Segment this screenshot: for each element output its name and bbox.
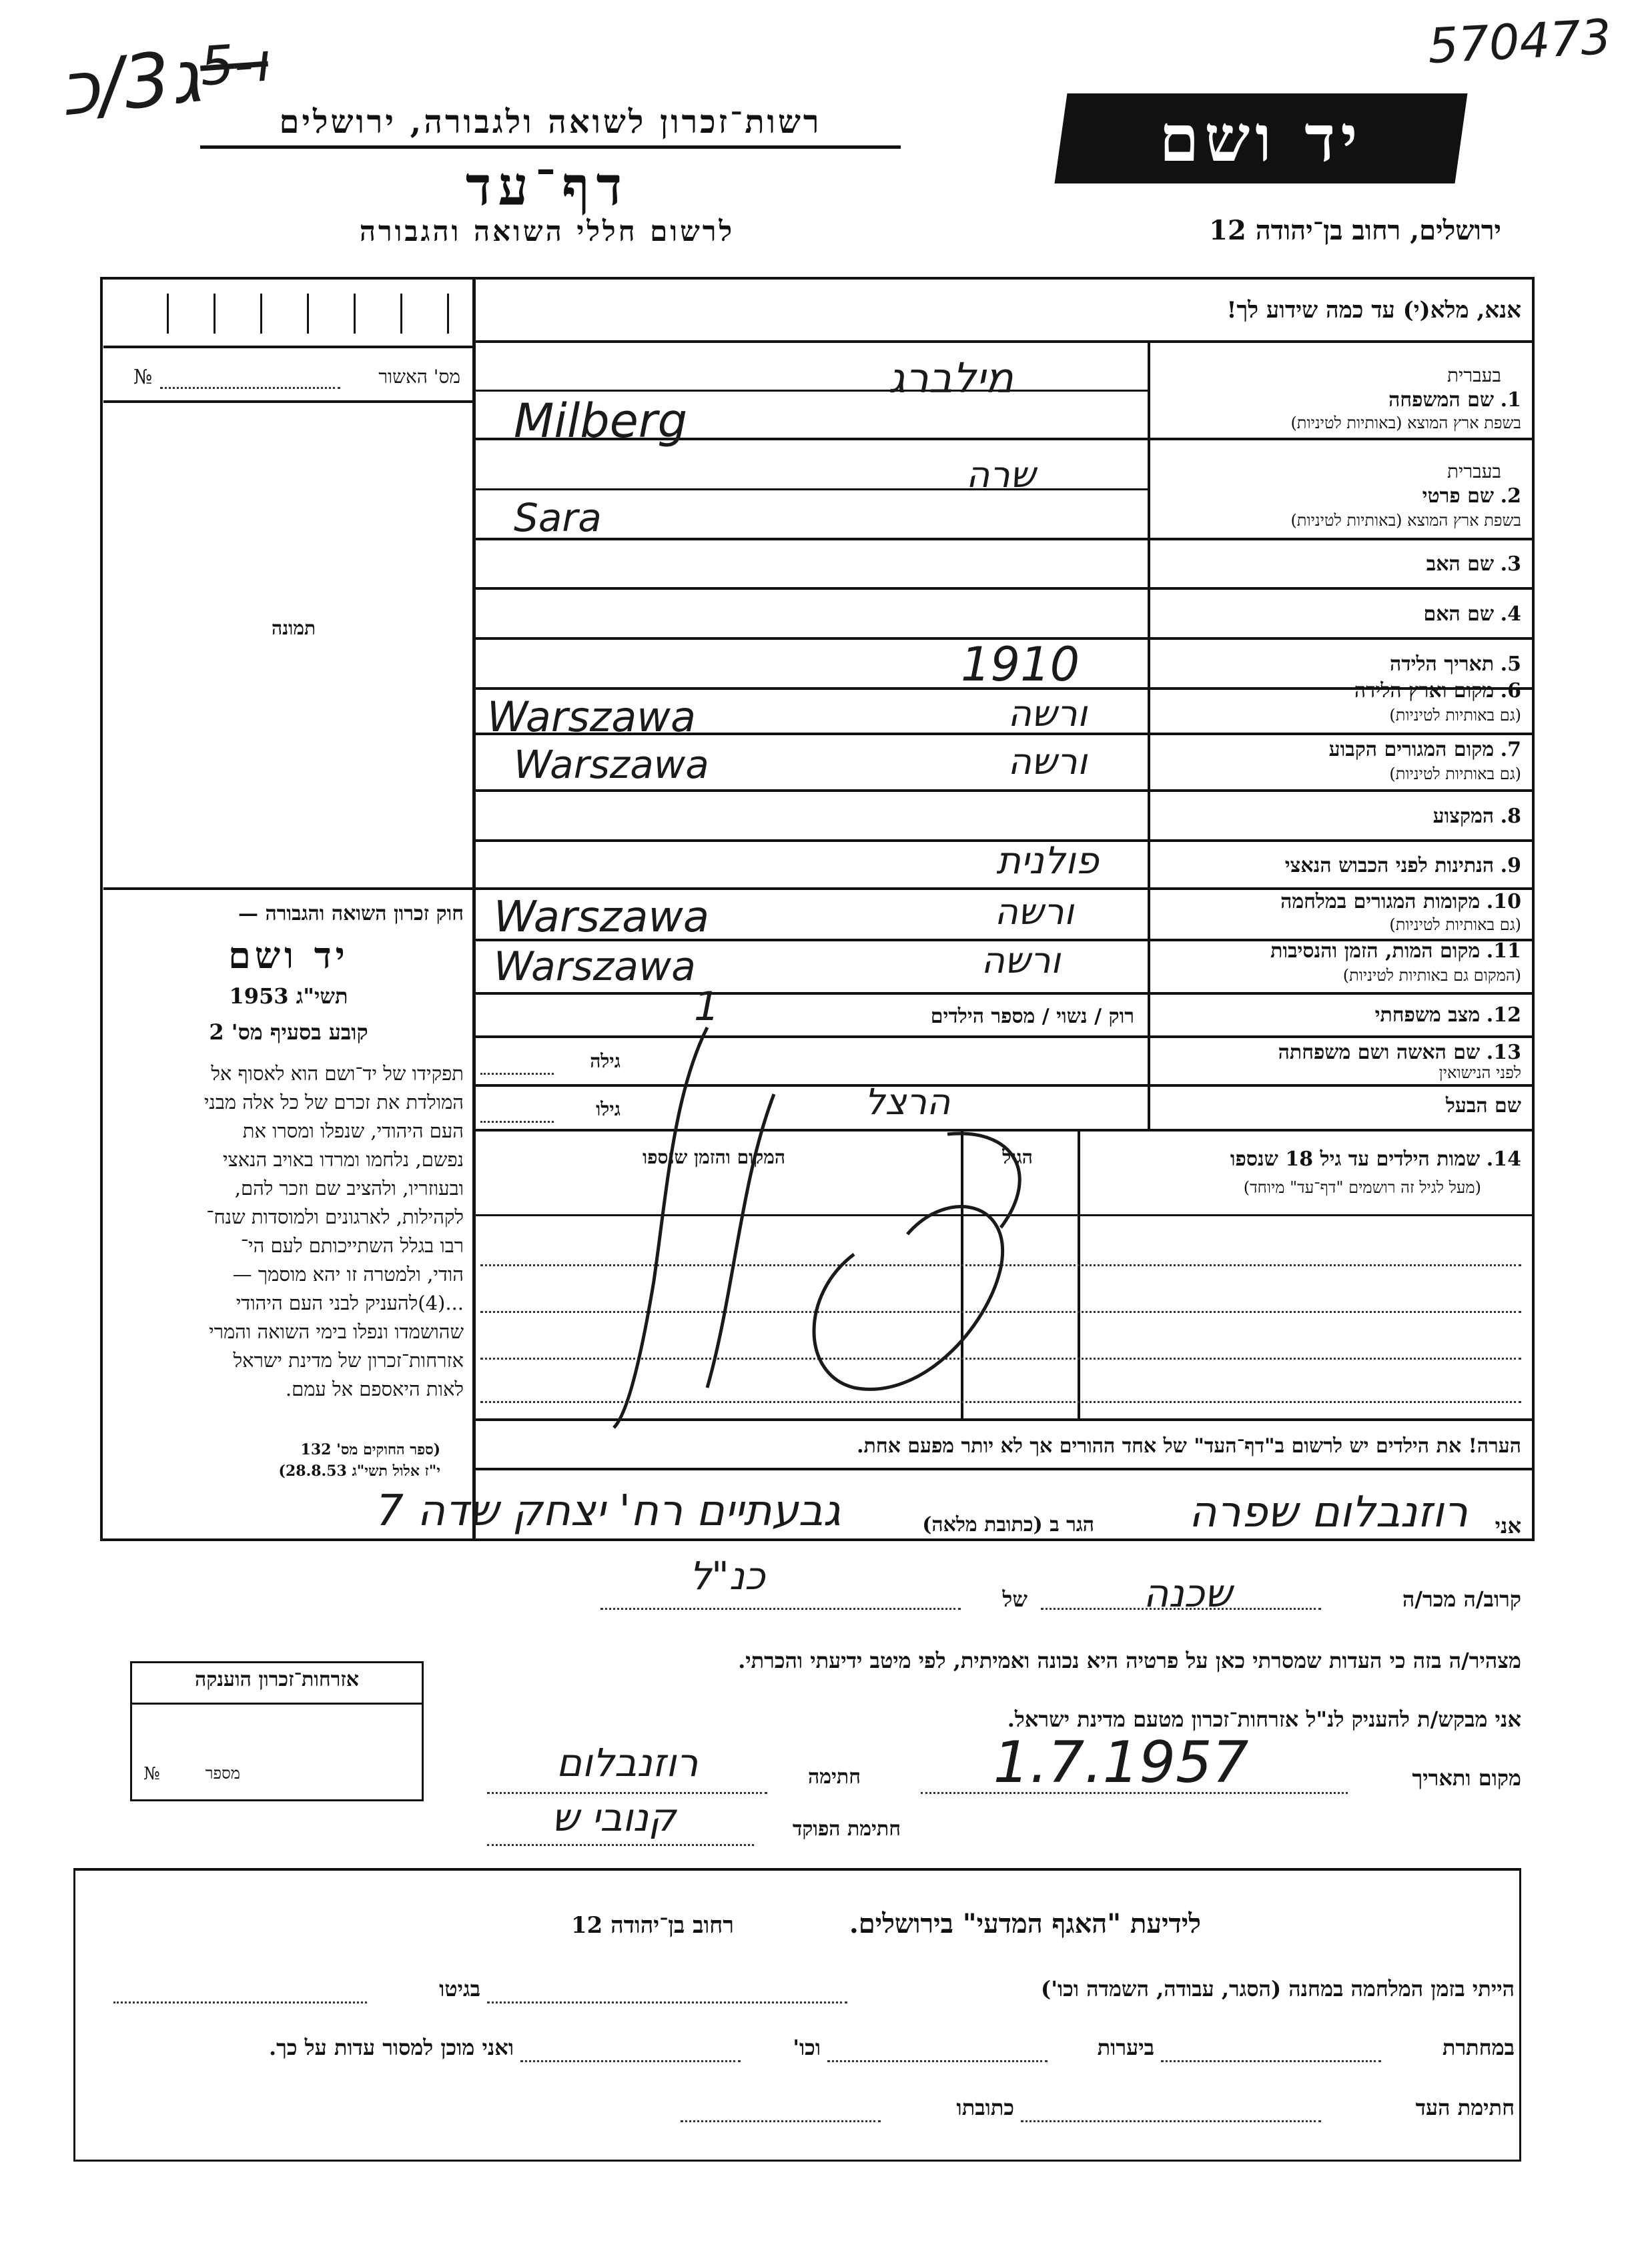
decl-signature[interactable]: רוזנבלום: [556, 1740, 699, 1785]
field-2-num: 2.: [1500, 484, 1521, 508]
law-text-line: הודי, ולמטרה זו יהא מוסמך —: [232, 1263, 464, 1286]
law-text-line: העם היהודי, שנפלו ומסרו את: [242, 1119, 464, 1142]
husband-age-field[interactable]: [480, 1121, 554, 1123]
bottom-ghetto-field[interactable]: [113, 2001, 367, 2003]
field-12-options: רוק / נשוי / מספר הילדים: [930, 1005, 1134, 1028]
field-12-label: [1154, 1003, 1521, 1027]
field-11-value-heb[interactable]: ורשה: [981, 939, 1061, 981]
bottom-forests-field[interactable]: [827, 2060, 1048, 2062]
authority-title: רשות־זכרון לשואה ולגבורה, ירושלים: [279, 103, 822, 141]
handwritten-cross-scribble: [574, 1014, 1054, 1441]
field-11-num: 11.: [1486, 939, 1521, 963]
decl-prefix: אני: [1495, 1513, 1521, 1538]
decl-place-date[interactable]: 1.7.1957: [993, 1729, 1249, 1796]
field-6-label-text: מקום וארץ הלידה: [1354, 679, 1495, 703]
field-2-sub-heb: בעברית: [1447, 460, 1501, 482]
field-1-sub-heb: בעברית: [1447, 364, 1501, 386]
law-text-line: נפשם, נלחמו ומרדו באויב הנאצי: [222, 1148, 464, 1171]
label-column-divider: [1148, 343, 1150, 1129]
field-2-label-text: שם פרטי: [1422, 484, 1495, 508]
field-2-label: [1154, 484, 1521, 508]
field-8-label-text: המקצוע: [1432, 805, 1495, 828]
law-clause: קובע בסעיף מס' 2: [209, 1019, 368, 1045]
photo-bottom-line: [103, 887, 472, 890]
bottom-address: רחוב בן־יהודה 12: [570, 1912, 734, 1939]
husband-value[interactable]: הרצל: [864, 1081, 951, 1123]
bottom-line-1: הייתי בזמן המלחמה במחנה (הסגר, עבודה, השמדה וכו'): [1041, 1976, 1515, 2001]
field-12-num: 12.: [1486, 1003, 1521, 1027]
law-text-line: רבו בגלל השתייכותם לעם הי־: [240, 1234, 464, 1257]
decl-signature-line: [487, 1792, 767, 1794]
decl-officer-line: [487, 1844, 754, 1846]
field-11-value-lat[interactable]: Warszawa: [494, 943, 696, 990]
form-title: דף־עד: [465, 155, 629, 217]
children-col-divider-1: [1078, 1132, 1080, 1418]
approval-bottom-line: [103, 400, 472, 403]
field-9-label-text: הנתינות לפני הכבוש הנאצי: [1284, 854, 1495, 877]
decl-address-label: הגר ב (כתובת מלאה): [922, 1513, 1094, 1536]
decl-address[interactable]: גבעתיים רח' יצחק שדה 7: [376, 1486, 841, 1536]
decl-relation-label: קרוב/ה מכר/ה: [1402, 1587, 1521, 1612]
field-3-label-text: שם האב: [1426, 552, 1495, 576]
field-13-num: 13.: [1486, 1041, 1521, 1064]
decl-of: של: [1002, 1587, 1027, 1612]
field-5-num: 5.: [1500, 652, 1521, 676]
bottom-forests-label: ביערות: [1097, 2035, 1154, 2060]
citizenship-box-title: אזרחות־זכרון הוענקה: [194, 1668, 360, 1691]
field-10-num: 10.: [1486, 890, 1521, 913]
field-2-value-lat[interactable]: Sara: [514, 495, 602, 540]
field-14-num: 14.: [1486, 1148, 1521, 1171]
decl-place-date-line: [921, 1792, 1348, 1794]
field-2-sub-lat: בשפת ארץ המוצא (באותיות לטיניות): [1290, 511, 1521, 530]
field-6-sub: (גם באותיות לטיניות): [1389, 706, 1521, 725]
law-year: תשי"ג 1953: [229, 983, 348, 1009]
field-7-sub: (גם באותיות לטיניות): [1389, 765, 1521, 783]
field-7-value-heb[interactable]: ורשה: [1007, 741, 1088, 783]
bottom-address-label: כתובתו: [956, 2095, 1014, 2120]
field-6-value-heb[interactable]: ורשה: [1007, 693, 1088, 735]
decl-of-name[interactable]: כנ"ל: [689, 1553, 765, 1599]
field-7-label: [1154, 738, 1521, 761]
field-7-num: 7.: [1500, 738, 1521, 761]
top-stub-lines: [167, 294, 169, 334]
field-11-label: [1154, 939, 1521, 963]
handwritten-struck-text: ו-5: [197, 31, 270, 98]
approval-label: מס' האשור: [378, 366, 460, 388]
field-1-value-heb[interactable]: מילברג: [888, 354, 1013, 402]
field-14-label: [1081, 1148, 1521, 1171]
field-1-num: 1.: [1500, 388, 1521, 412]
field-10-value-heb[interactable]: ורשה: [994, 891, 1074, 933]
bottom-witness-sign-field[interactable]: [1021, 2120, 1321, 2122]
field-1-sub-lat: בשפת ארץ המוצא (באותיות לטיניות): [1290, 414, 1521, 432]
handwritten-code: ג3/כ: [55, 33, 205, 133]
law-text-line: לאות היאספם אל עמם.: [285, 1378, 464, 1400]
field-8-label: [1154, 805, 1521, 828]
field-13-age-label: גילה: [590, 1050, 621, 1072]
field-13-label-text: שם האשה ושם משפחתה: [1278, 1041, 1481, 1064]
photo-label: תמונה: [271, 617, 316, 639]
citizenship-box-divider: [131, 1703, 422, 1705]
bottom-etc-field[interactable]: [520, 2060, 741, 2062]
field-13-sub: לפני הנישואין: [1438, 1063, 1521, 1082]
field-8-num: 8.: [1500, 805, 1521, 828]
husband-label-text: שם הבעל: [1445, 1094, 1521, 1117]
law-text-line: לקהילות, לארגונים ולמוסדות שנח־: [206, 1206, 464, 1228]
law-name: יד ושם: [228, 934, 349, 977]
bottom-section-bottom-border: [73, 2160, 1521, 2162]
law-text-line: אזרחות־זכרון של מדינת ישראל: [233, 1349, 464, 1372]
citizenship-no-sign: №: [143, 1764, 160, 1784]
bottom-willing-text: ואני מוכן למסור עדות על כך.: [268, 2035, 514, 2060]
decl-relation[interactable]: שכנה: [1143, 1570, 1232, 1616]
law-text-line: המולדת את זכרם של כל אלה מבני: [203, 1091, 464, 1113]
decl-officer-signature[interactable]: קנובי ש: [551, 1795, 677, 1840]
logo-text: יד ושם: [1159, 101, 1363, 176]
field-6-value-lat[interactable]: Warszawa: [487, 693, 696, 741]
field-4-label: [1154, 602, 1521, 626]
bottom-witness-sign-label: חתימת העד: [1415, 2095, 1515, 2120]
decl-signature-label: חתימה: [808, 1765, 861, 1789]
bottom-etc-label: וכו': [793, 2035, 821, 2060]
field-11-sub: (המקום גם באותיות לטיניות): [1342, 966, 1521, 985]
field-13-age-field[interactable]: [480, 1073, 554, 1075]
field-12-label-text: מצב משפחתי: [1374, 1003, 1481, 1027]
field-13-label: [1154, 1041, 1521, 1064]
scribble-stroke: [814, 1207, 1003, 1390]
children-col-age: הגיל: [1002, 1146, 1033, 1168]
law-text-line: ובעוזריו, ולהציב שם וזכר להם,: [234, 1177, 464, 1200]
children-col-place: המקום והזמן שנספו: [643, 1146, 785, 1168]
approval-no-sign: №: [133, 366, 153, 389]
authority-underline: [200, 145, 901, 149]
bottom-section-right-border: [1519, 1868, 1521, 2162]
archive-number: 570473: [1426, 8, 1613, 75]
bottom-section-left-border: [73, 1868, 75, 2162]
approval-top-line: [103, 346, 472, 348]
husband-label: [1154, 1094, 1521, 1117]
field-10-label: [1154, 890, 1521, 913]
field-1-label-text: שם המשפחה: [1388, 388, 1495, 412]
field-1-value-lat[interactable]: Milberg: [514, 394, 688, 448]
field-1-label: [1154, 388, 1521, 412]
field-11-label-text: מקום המות, הזמן והנסיבות: [1270, 939, 1481, 963]
citizenship-no-label: מספר: [205, 1764, 240, 1783]
field-14-label-text: שמות הילדים עד גיל 18 שנספו: [1230, 1148, 1481, 1171]
decl-officer-label: חתימת הפוקד: [792, 1817, 901, 1841]
field-10-label-text: מקומות המגורים במלחמה: [1280, 890, 1481, 913]
decl-place-date-label: מקום ותאריך: [1412, 1765, 1521, 1791]
yad-vashem-logo: [1055, 93, 1468, 183]
bottom-underground-field[interactable]: [1161, 2060, 1381, 2062]
field-9-value[interactable]: פולנית: [996, 839, 1099, 883]
law-text-line: תפקידו של יד־ושם הוא לאסוף אל: [211, 1062, 464, 1085]
bottom-section-frame: [73, 1868, 1521, 1871]
law-text: [110, 1059, 464, 1404]
field-6-num: 6.: [1500, 679, 1521, 703]
field-7-value-lat[interactable]: Warszawa: [514, 742, 709, 787]
field-12-children-count[interactable]: 1: [694, 983, 720, 1030]
decl-of-line: [600, 1608, 961, 1610]
intro-line: [476, 340, 1535, 343]
law-ref-2: י"ז אלול תשי"ג 28.8.53): [278, 1462, 440, 1480]
field-9-num: 9.: [1500, 854, 1521, 877]
children-note: הערה! את הילדים יש לרשום ב"דף־העד" של אחד ההורים אך לא יותר מפעם אחת.: [857, 1434, 1521, 1458]
note-bottom-line: [476, 1468, 1535, 1470]
law-ref-1: (ספר החוקים מס' 132: [300, 1441, 440, 1458]
field-3-num: 3.: [1500, 552, 1521, 576]
bottom-camp-field[interactable]: [487, 2001, 847, 2003]
law-text-line: ...(4)להעניק לבני העם היהודי: [236, 1292, 464, 1314]
bottom-title: לידיעת "האגף המדעי" בירושלים.: [849, 1908, 1201, 1939]
decl-relation-line: [1041, 1608, 1321, 1610]
approval-no-field[interactable]: [160, 387, 340, 389]
field-5-label: [1154, 652, 1521, 676]
law-title: חוק זכרון השואה והגבורה —: [238, 902, 464, 925]
field-14-sub: (מעל לגיל זה רושמים "דף־עד" מיוחד): [1243, 1178, 1481, 1197]
field-4-num: 4.: [1500, 602, 1521, 626]
field-4-label-text: שם האם: [1423, 602, 1495, 626]
decl-statement: מצהיר/ה בזה כי העדות שמסרתי כאן על פרטיה היא נכונה ואמיתית, לפי מיטב ידיעתי והכרתי.: [738, 1648, 1521, 1673]
husband-age-label: גילו: [596, 1098, 621, 1120]
field-3-label: [1154, 552, 1521, 576]
field-6-label: [1154, 679, 1521, 703]
law-text-line: שהושמדו ונפלו בימי השואה והמרי: [209, 1320, 464, 1343]
left-column-divider: [472, 277, 476, 1541]
field-5-value[interactable]: 1910: [961, 637, 1080, 692]
field-5-label-text: תאריך הלידה: [1389, 652, 1495, 676]
form-subtitle: לרשום חללי השואה והגבורה: [359, 215, 735, 248]
decl-request: אני מבקש/ת להעניק לנ"ל אזרחות־זכרון מטעם מדינת ישראל.: [1007, 1707, 1521, 1732]
bottom-ghetto-label: בגיטו: [439, 1976, 480, 2001]
header-address: ירושלים, רחוב בן־יהודה 12: [1209, 215, 1501, 246]
field-7-label-text: מקום המגורים הקבוע: [1328, 738, 1495, 761]
field-2-value-heb[interactable]: שרה: [965, 454, 1036, 496]
form-intro: אנא, מלא(י) עד כמה שידוע לך!: [1226, 297, 1521, 324]
bottom-address-field[interactable]: [681, 2120, 881, 2122]
field-10-sub: (גם באותיות לטיניות): [1389, 915, 1521, 934]
bottom-underground-label: במחתרת: [1442, 2035, 1515, 2060]
decl-name[interactable]: רוזנבלום שפרה: [1188, 1488, 1468, 1537]
field-9-label: [1154, 854, 1521, 877]
field-10-value-lat[interactable]: Warszawa: [494, 893, 710, 942]
